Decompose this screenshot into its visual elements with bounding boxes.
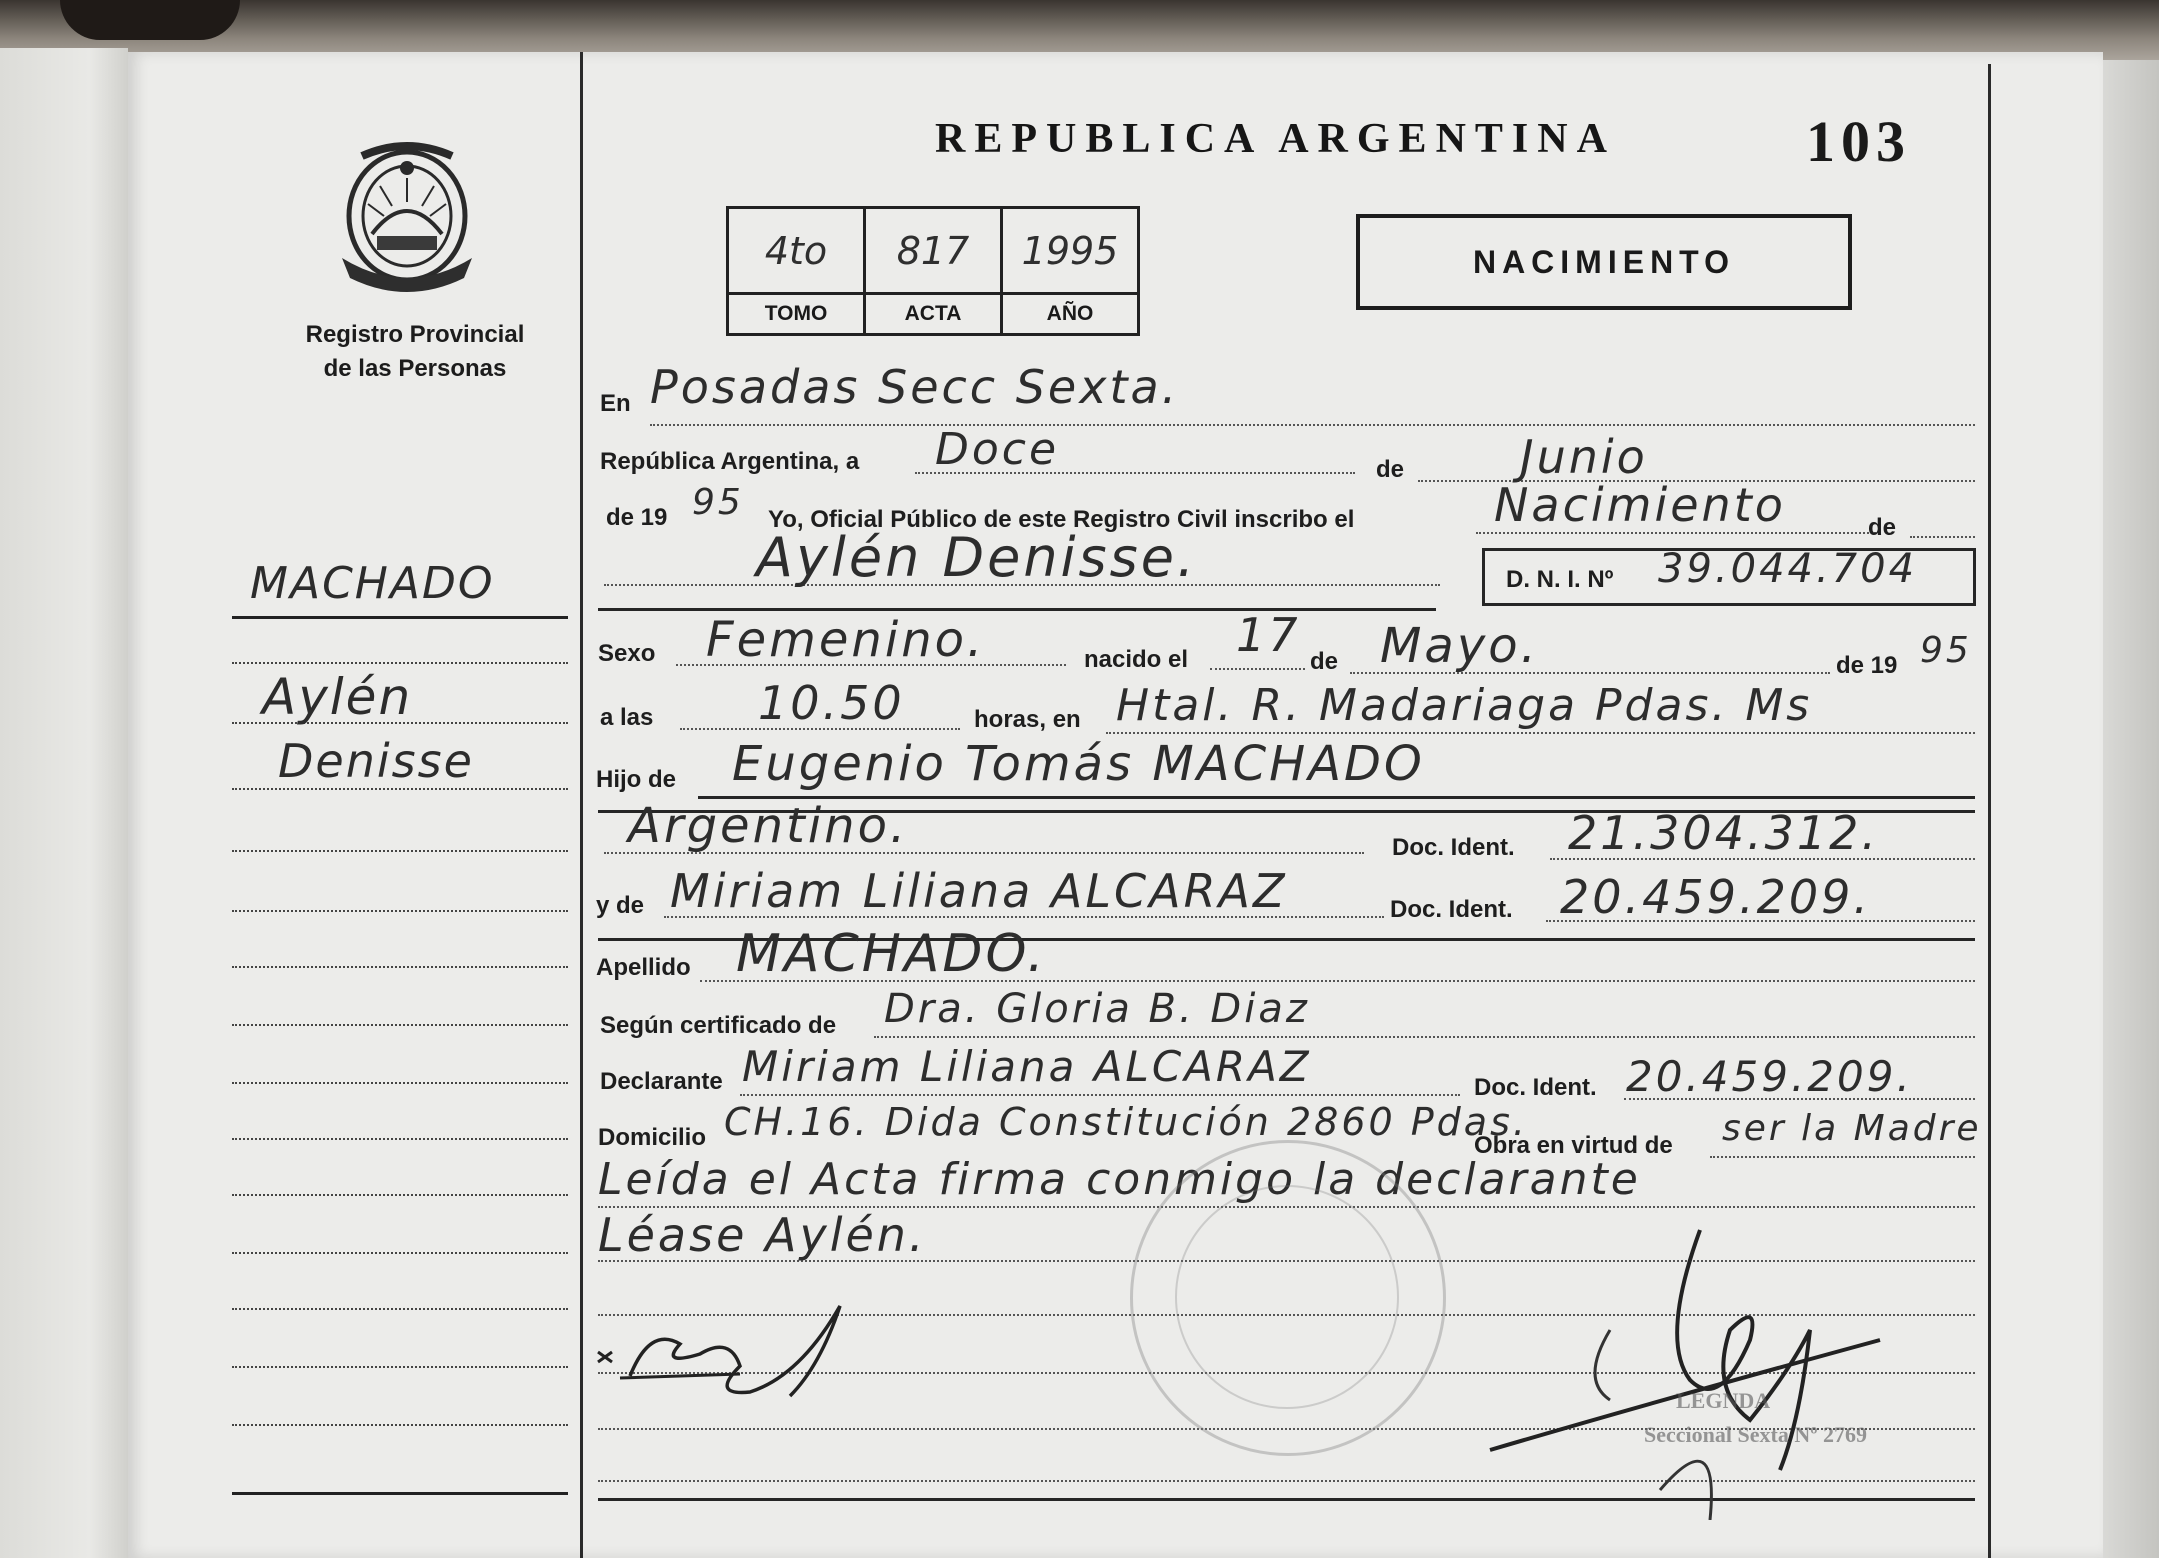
ano-label: AÑO <box>1003 292 1137 333</box>
segun-label: Según certificado de <box>600 1012 837 1039</box>
margin-line <box>232 1082 568 1084</box>
column-divider <box>580 52 583 1558</box>
sex-value: Femenino. <box>706 612 986 668</box>
birth-time: 10.50 <box>758 676 905 730</box>
doc-ident-label: Doc. Ident. <box>1390 896 1513 923</box>
closing-note-line-2: Léase Aylén. <box>598 1208 927 1262</box>
father-name: Eugenio Tomás MACHADO <box>732 736 1425 792</box>
certifying-doctor: Dra. Gloria B. Diaz <box>884 986 1310 1032</box>
stamp-text: Seccional Sexta Nº 2769 <box>1644 1422 1867 1447</box>
birth-year: 95 <box>1920 630 1972 671</box>
horas-label: horas, en <box>974 706 1081 733</box>
nacido-label: nacido el <box>1084 646 1189 673</box>
previous-page-edge <box>0 48 128 1558</box>
registration-month: Junio <box>1520 430 1648 484</box>
acta-cell <box>866 209 1003 333</box>
page-stack-edge <box>2103 60 2159 1558</box>
margin-surname: MACHADO <box>250 558 495 609</box>
address-value: CH.16. Dida Constitución 2860 Pdas. <box>724 1100 1528 1144</box>
apellido-label: Apellido <box>596 954 691 981</box>
tomo-value: 4to <box>764 229 828 273</box>
ano-value: 1995 <box>1021 229 1119 273</box>
margin-line <box>232 1024 568 1026</box>
a-las-label: a las <box>600 704 654 731</box>
declarant-signature <box>590 1296 880 1416</box>
margin-line <box>232 966 568 968</box>
birth-place: Htal. R. Madariaga Pdas. Ms <box>1116 680 1813 731</box>
reference-table <box>726 206 1140 336</box>
de-label: de <box>1376 456 1405 483</box>
surname-value: MACHADO. <box>736 924 1047 984</box>
declarante-label: Declarante <box>600 1068 723 1095</box>
registration-year: 95 <box>692 482 744 523</box>
birth-month: Mayo. <box>1380 618 1539 674</box>
margin-line <box>232 1252 568 1254</box>
officer-signature <box>1460 1220 1980 1520</box>
ano-cell <box>1003 209 1137 333</box>
margin-line <box>232 662 568 664</box>
stamp-name: LEGNDA <box>1676 1388 1771 1413</box>
y-de-label: y de <box>596 892 645 919</box>
section-rule <box>598 608 1436 611</box>
margin-line <box>232 1492 568 1495</box>
place-of-registration: Posadas Secc Sexta. <box>650 360 1180 414</box>
en-label: En <box>600 390 631 417</box>
dotted-line <box>1710 1156 1975 1158</box>
sexo-label: Sexo <box>598 640 656 667</box>
dotted-line <box>740 1094 1460 1096</box>
coat-of-arms-icon <box>332 138 482 298</box>
closing-note-line-1: Leída el Acta firma conmigo la declarante <box>598 1154 1641 1205</box>
margin-given-name-2: Denisse <box>278 734 474 788</box>
registry-title <box>270 318 560 386</box>
margin-line <box>232 616 568 619</box>
dni-number: 39.044.704 <box>1658 546 1918 592</box>
dni-label: D. N. I. Nº <box>1506 566 1614 593</box>
dotted-line <box>650 424 1975 426</box>
dotted-line <box>874 1036 1975 1038</box>
record-type-box: NACIMIENTO <box>1356 214 1852 310</box>
form-right-border <box>1988 64 1991 1558</box>
birth-day: 17 <box>1236 608 1301 662</box>
dotted-line <box>1476 532 1876 534</box>
de-label: de <box>1868 514 1897 541</box>
father-nationality: Argentino. <box>628 798 909 854</box>
doc-ident-label: Doc. Ident. <box>1392 834 1515 861</box>
officer-text: Yo, Oficial Público de este Registro Civil inscribo el <box>768 506 1355 533</box>
dotted-line <box>1106 732 1975 734</box>
book-spine-shadow <box>60 0 240 40</box>
declarant-name: Miriam Liliana ALCARAZ <box>742 1042 1312 1091</box>
registry-title-line-2: de las Personas <box>323 355 507 382</box>
folio-number: 103 <box>1806 109 1911 174</box>
registration-day: Doce <box>935 424 1060 475</box>
margin-line <box>232 850 568 852</box>
de-19-label: de 19 <box>1836 652 1898 679</box>
tomo-label: TOMO <box>729 292 863 333</box>
margin-line <box>232 1424 568 1426</box>
mother-document: 20.459.209. <box>1560 870 1871 924</box>
acta-value: 817 <box>896 229 970 273</box>
capacity-value: ser la Madre <box>1722 1108 1982 1149</box>
dotted-line <box>1210 668 1305 670</box>
margin-given-name-1: Aylén <box>262 668 413 726</box>
acta-label: ACTA <box>866 292 1000 333</box>
mother-name: Miriam Liliana ALCARAZ <box>670 864 1288 918</box>
doc-ident-label: Doc. Ident. <box>1474 1074 1597 1101</box>
registry-seal-inner <box>1175 1185 1399 1409</box>
country-heading: REPUBLICA ARGENTINA <box>935 116 1616 162</box>
de-label: de <box>1310 648 1339 675</box>
margin-line <box>232 1194 568 1196</box>
hijo-de-label: Hijo de <box>596 766 677 793</box>
margin-line <box>232 1366 568 1368</box>
republica-label: República Argentina, a <box>600 448 860 475</box>
margin-line <box>232 910 568 912</box>
de-19-label: de 19 <box>606 504 668 531</box>
child-name: Aylén Denisse. <box>756 526 1198 589</box>
dotted-line <box>1910 536 1975 538</box>
margin-line <box>232 1138 568 1140</box>
father-document: 21.304.312. <box>1568 806 1879 860</box>
registry-title-line-1: Registro Provincial <box>305 321 525 348</box>
margin-line <box>232 1308 568 1310</box>
obra-label: Obra en virtud de <box>1474 1132 1673 1159</box>
act-type: Nacimiento <box>1494 478 1786 532</box>
tomo-cell <box>729 209 866 333</box>
margin-line <box>232 788 568 790</box>
declarant-document: 20.459.209. <box>1626 1052 1913 1101</box>
domicilio-label: Domicilio <box>598 1124 707 1151</box>
